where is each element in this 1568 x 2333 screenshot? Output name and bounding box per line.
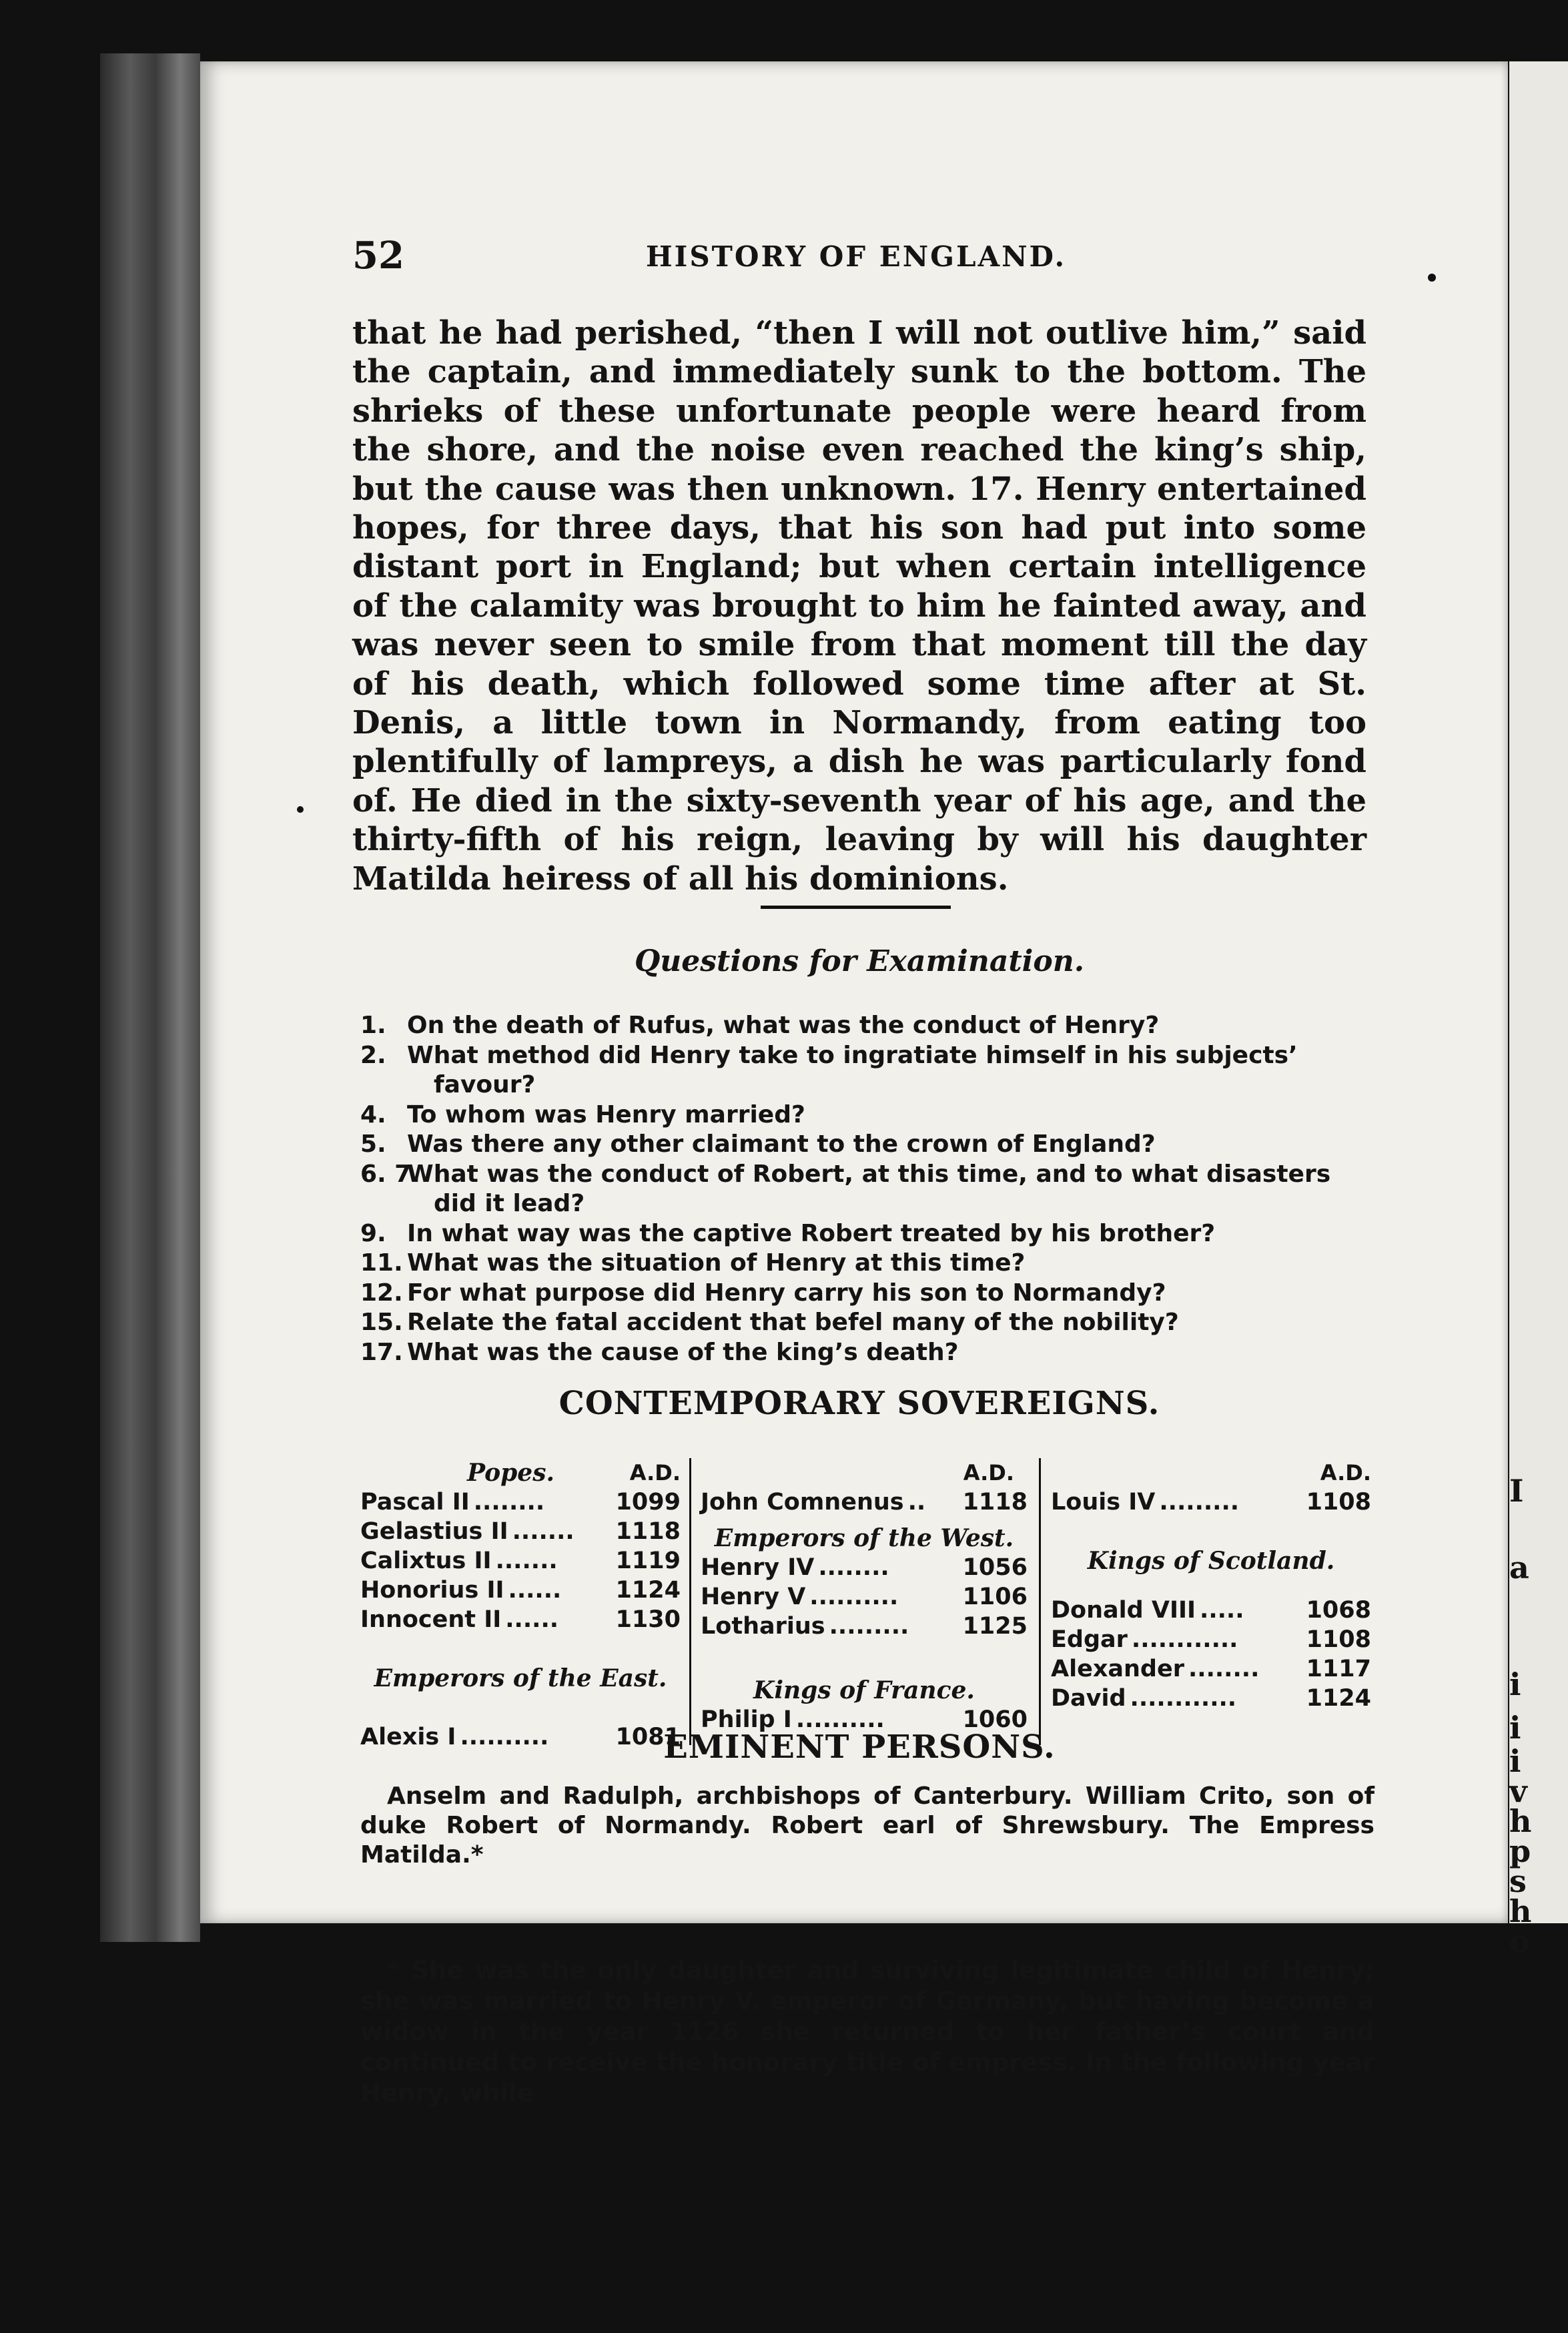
body-text	[352, 314, 1366, 898]
facing-page-fragment: o	[1509, 1923, 1530, 1959]
column-divider	[689, 1458, 691, 1745]
sovereign-row: Edgar ............ 1108	[1051, 1626, 1371, 1653]
sovereign-row: David ............ 1124	[1051, 1685, 1371, 1712]
facing-page-fragment: a	[1509, 1550, 1529, 1586]
sovereign-row: Donald VIII ..... 1068	[1051, 1597, 1371, 1624]
sovereign-row: John Comnenus .. 1118	[701, 1489, 1028, 1516]
sovereigns-column-2	[701, 1458, 1028, 1734]
sovereign-row: Louis IV ......... 1108	[1051, 1489, 1371, 1516]
ad-label: A.D.	[963, 1460, 1014, 1485]
sovereign-row: Alexis I .......... 1081	[360, 1724, 681, 1750]
sovereign-row: Gelastius II ....... 1118	[360, 1518, 681, 1545]
footnote: * She was the only daughter and surviving legitimate child of Henry; she was married to Henry V. emperor of Germany, but having become a widow in the year 1126 she returned to her father’s court and continued to receive the honorary title of empress. In the following year Henry, while	[360, 1956, 1375, 2107]
questions-title: Questions for Examination.	[634, 944, 1085, 978]
footnote-rule	[360, 1935, 1368, 1938]
sovereign-row: Honorius II ...... 1124	[360, 1577, 681, 1604]
sovereigns-column-3	[1051, 1458, 1371, 1713]
facing-page-fragment: v	[1509, 1773, 1527, 1809]
facing-page-fragment: i	[1509, 1666, 1521, 1702]
eminent-persons-text: Anselm and Radulph, archbishops of Canterbury. William Crito, son of duke Robert of Normandy. Robert earl of Shrewsbury. The Empress Matilda.*	[360, 1782, 1375, 1869]
page-number: 52	[352, 234, 404, 278]
facing-page-edge	[1509, 61, 1568, 1959]
column-divider	[1039, 1458, 1041, 1745]
page-header	[352, 234, 1377, 280]
sovereign-row: Lotharius ......... 1125	[701, 1613, 1028, 1640]
sovereigns-title: CONTEMPORARY SOVEREIGNS.	[558, 1385, 1160, 1422]
section-rule	[761, 906, 951, 909]
facing-page-fragment: h	[1509, 1803, 1532, 1839]
sovereign-row: Philip I .......... 1060	[701, 1706, 1028, 1733]
facing-page-fragment: s	[1509, 1863, 1527, 1899]
running-head: HISTORY OF ENGLAND.	[646, 240, 1067, 273]
facing-page-fragment: i	[1509, 1743, 1521, 1779]
sovereign-row: Innocent II ...... 1130	[360, 1606, 681, 1633]
sovereigns-column-1	[360, 1458, 681, 1752]
question-item: 11. What was the situation of Henry at this time?	[360, 1249, 1026, 1277]
column-header	[1051, 1458, 1371, 1487]
print-speck	[1428, 274, 1436, 282]
print-speck	[1388, 2149, 1396, 2157]
sovereign-row: Henry IV ........ 1056	[701, 1554, 1028, 1581]
body-paragraph: that he had perished, “then I will not outlive him,” said the captain, and immediately sunk to the bottom. The shrieks of these unfortunate people were heard from the shore, and the noise even reached the king’s ship, but the cause was then unknown. 17. Henry entertained hopes, for three days, that his son had put into some distant port in England; but when certain intelligence of the calamity was brought to him he fainted away, and was never seen to smile from that moment till the day of his death, which followed some time after at St. Denis, a little town in Normandy, from eating too plentifully of lampreys, a dish he was particularly fond of. He died in the sixty-seventh year of his age, and the thirty-fifth of his reign, leaving by will his daughter Matilda heiress of all his dominions.	[352, 314, 1366, 898]
book-spine-edge	[100, 53, 200, 1942]
ad-label: A.D.	[1320, 1460, 1371, 1485]
sovereign-row: Pascal II ........ 1099	[360, 1489, 681, 1516]
print-speck	[297, 806, 304, 813]
question-item: 4. To whom was Henry married?	[360, 1100, 805, 1128]
question-item: 9. In what way was the captive Robert treated by his brother?	[360, 1219, 1216, 1247]
kings-scotland-heading: Kings of Scotland.	[1087, 1547, 1335, 1575]
eminent-persons-title: EMINENT PERSONS.	[663, 1728, 1056, 1766]
kings-france-heading: Kings of France.	[753, 1676, 975, 1704]
facing-page-fragment: h	[1509, 1893, 1532, 1929]
questions-list	[360, 1011, 1375, 1367]
facing-page-fragment: I	[1509, 1473, 1524, 1509]
question-item: 12. For what purpose did Henry carry his son to Normandy?	[360, 1279, 1166, 1307]
column-header	[360, 1458, 681, 1487]
sovereign-row: Alexander ........ 1117	[1051, 1656, 1371, 1682]
ad-label: A.D.	[629, 1460, 681, 1485]
facing-page-fragment: i	[1509, 1710, 1521, 1746]
column-header	[701, 1458, 1028, 1487]
question-item: 6. 7. What was the conduct of Robert, at this time, and to what disasters did it lead?	[360, 1160, 1331, 1217]
emperors-west-heading: Emperors of the West.	[714, 1524, 1014, 1552]
emperors-east-heading: Emperors of the East.	[374, 1664, 667, 1692]
sovereign-row: Henry V .......... 1106	[701, 1584, 1028, 1610]
question-item: 15. Relate the fatal accident that befel many of the nobility?	[360, 1309, 1179, 1336]
question-item: 17. What was the cause of the king’s death?	[360, 1338, 959, 1366]
sovereign-row: Calixtus II ....... 1119	[360, 1548, 681, 1574]
question-item: 2. What method did Henry take to ingratiate himself in his subjects’ favour?	[360, 1041, 1298, 1098]
popes-heading: Popes.	[467, 1459, 554, 1487]
question-item: 1. On the death of Rufus, what was the conduct of Henry?	[360, 1012, 1160, 1039]
question-item: 5. Was there any other claimant to the crown of England?	[360, 1130, 1156, 1158]
facing-page-fragment: p	[1509, 1833, 1531, 1869]
